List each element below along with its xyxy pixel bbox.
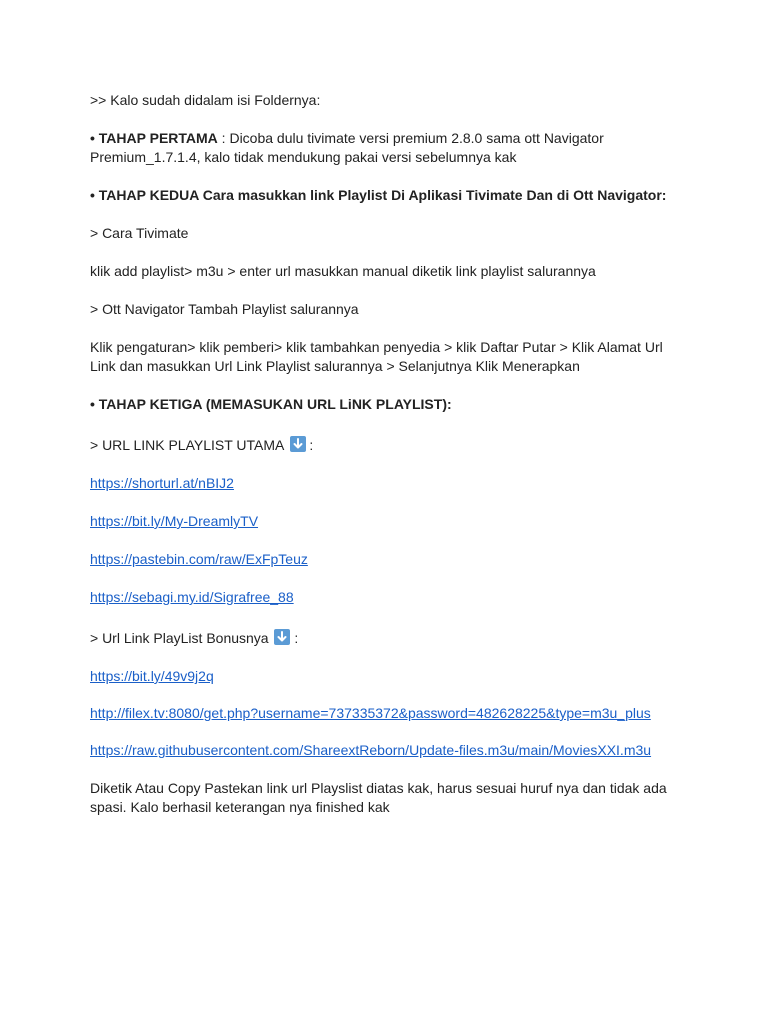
link-row xyxy=(90,550,670,569)
url-bonus-heading xyxy=(90,629,670,648)
ott-navigator-heading: > Ott Navigator Tambah Playlist salurannya xyxy=(90,301,359,317)
intro-text: >> Kalo sudah didalam isi Foldernya: xyxy=(90,92,321,108)
playlist-link-pastebin[interactable]: https://pastebin.com/raw/ExFpTeuz xyxy=(90,551,308,567)
link-row xyxy=(90,667,670,686)
bonus-link-filex[interactable]: http://filex.tv:8080/get.php?username=737335372&password=482628225&type=m3u_plus xyxy=(90,705,651,721)
tahap-pertama-paragraph xyxy=(90,129,670,167)
link-row xyxy=(90,741,670,760)
url-bonus-suffix: : xyxy=(290,630,299,646)
url-utama-label: > URL LINK PLAYLIST UTAMA xyxy=(90,437,288,453)
ott-navigator-steps: Klik pengaturan> klik pemberi> klik tambahkan penyedia > klik Daftar Putar > Klik Alamat Url Link dan masukkan Url Link Playlist salurannya > Selanjutnya Klik Menerapkan xyxy=(90,339,663,374)
down-arrow-icon xyxy=(274,629,290,645)
link-row xyxy=(90,588,670,607)
url-utama-heading xyxy=(90,436,670,455)
bonus-link-github-raw[interactable]: https://raw.githubusercontent.com/ShareextReborn/Update-files.m3u/main/MoviesXXI.m3u xyxy=(90,742,652,758)
playlist-link-shorturl[interactable]: https://shorturl.at/nBIJ2 xyxy=(90,475,234,491)
link-row xyxy=(90,704,670,723)
tahap-pertama-label: • TAHAP PERTAMA xyxy=(90,130,218,146)
closing-paragraph: Diketik Atau Copy Pastekan link url Playslist diatas kak, harus sesuai huruf nya dan tidak ada spasi. Kalo berhasil keterangan nya finished kak xyxy=(90,780,667,815)
tahap-pertama-text: : Dicoba dulu tivimate versi premium 2.8.0 sama ott Navigator Premium_1.7.1.4, kalo tidak mendukung pakai versi sebelumnya kak xyxy=(90,130,604,165)
url-utama-suffix: : xyxy=(305,437,314,453)
playlist-link-sebagi[interactable]: https://sebagi.my.id/Sigrafree_88 xyxy=(90,589,294,605)
document-page xyxy=(90,91,670,817)
url-bonus-label: > Url Link PlayList Bonusnya xyxy=(90,630,273,646)
cara-tivimate-heading: > Cara Tivimate xyxy=(90,225,189,241)
tahap-ketiga-heading: • TAHAP KETIGA (MEMASUKAN URL LiNK PLAYLIST): xyxy=(90,396,452,412)
tahap-kedua-heading: • TAHAP KEDUA Cara masukkan link Playlist Di Aplikasi Tivimate Dan di Ott Navigator: xyxy=(90,187,667,203)
link-row xyxy=(90,512,670,531)
down-arrow-icon xyxy=(290,436,306,452)
playlist-link-bitly-dreamlytv[interactable]: https://bit.ly/My-DreamlyTV xyxy=(90,513,259,529)
bonus-link-bitly[interactable]: https://bit.ly/49v9j2q xyxy=(90,668,214,684)
link-row xyxy=(90,474,670,493)
tivimate-steps: klik add playlist> m3u > enter url masukkan manual diketik link playlist salurannya xyxy=(90,263,596,279)
